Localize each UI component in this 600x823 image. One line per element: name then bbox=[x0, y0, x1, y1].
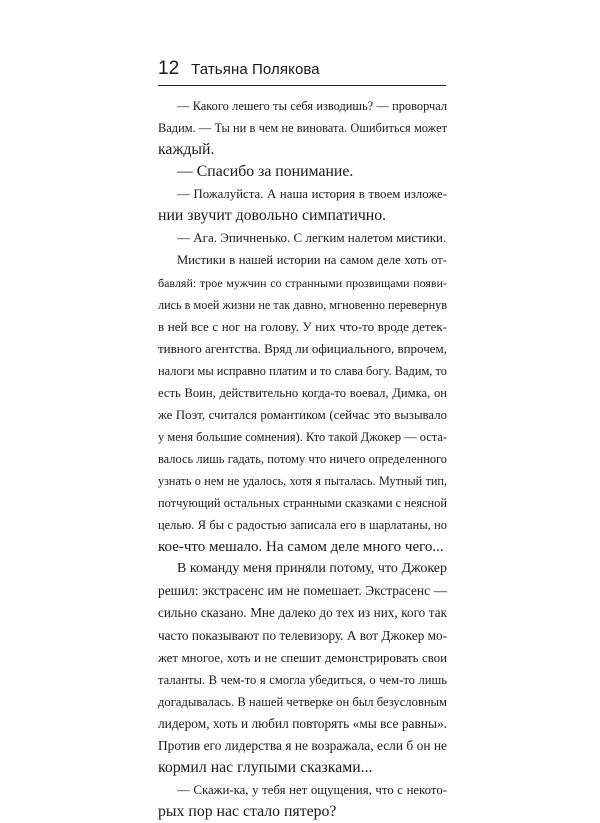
text-line: — Пожалуйста. А наша история в твоем изложе- bbox=[177, 187, 447, 202]
running-head bbox=[158, 58, 448, 84]
text-line: в ней все с ног на голову. У них что-то вроде детек- bbox=[158, 318, 447, 334]
page-number: 12 bbox=[158, 58, 180, 79]
text-line: Вадим. — Ты ни в чем не виновата. Ошибиться может bbox=[158, 121, 447, 136]
text-line: сильно сказано. Мне далеко до тех из них, кого так bbox=[158, 605, 447, 621]
text-line: — Спасибо за понимание. bbox=[177, 163, 354, 181]
text-line: тивного агентства. Вряд ли официального, впрочем, bbox=[158, 340, 447, 356]
text-line: В команду меня приняли потому, что Джокер bbox=[177, 561, 447, 577]
text-line: таланты. В чем-то я смогла убедиться, о чем-то лишь bbox=[158, 672, 447, 687]
text-line: кое-что мешало. На самом деле много чего... bbox=[158, 539, 444, 556]
text-line: потчующий остальных странными сказками с неясной bbox=[158, 496, 447, 511]
text-line: налоги мы исправно платим и то слава богу. Вадим, то bbox=[158, 363, 447, 378]
text-line: догадывалась. В нашей четверке он был безусловным bbox=[158, 694, 447, 709]
text-line: у меня большие сомнения). Кто такой Джокер — оста- bbox=[158, 429, 447, 444]
text-line: валось лишь гадать, потому что ничего определенного bbox=[158, 452, 447, 466]
text-line: Против его лидерства я не возражала, если б он не bbox=[158, 737, 447, 753]
text-line: жет многое, хоть и не спешит демонстрировать свои bbox=[158, 650, 447, 665]
text-line: часто показывают по телевизору. А вот Джокер мо- bbox=[158, 627, 447, 643]
text-line: нии звучит довольно симпатично. bbox=[158, 207, 387, 225]
text-line: кормил нас глупыми сказками... bbox=[158, 758, 373, 776]
text-line: целью. Я бы с радостью записала его в шарлатаны, но bbox=[158, 518, 447, 533]
text-line: — Скажи-ка, у тебя нет ощущения, что с некото- bbox=[177, 782, 447, 797]
text-line: Мистики в нашей истории на самом деле хоть от- bbox=[177, 253, 447, 268]
text-line: же Поэт, считался романтиком (сейчас это вызывало bbox=[158, 407, 447, 422]
text-line: лись в моей жизни не так давно, мгновенно перевернув bbox=[158, 297, 447, 312]
running-title: Татьяна Полякова bbox=[191, 61, 320, 78]
header-rule bbox=[158, 85, 446, 86]
text-line: решил: экстрасенс им не помешает. Экстрасенс — bbox=[158, 583, 447, 599]
text-line: — Ага. Эпичненько. С легким налетом мистики. bbox=[177, 230, 447, 246]
text-line: лидером, хоть и любил повторять «мы все равны». bbox=[158, 715, 447, 731]
text-line: — Какого лешего ты себя изводишь? — проворчал bbox=[177, 99, 447, 113]
text-line: рых пор нас стало пятеро? bbox=[158, 803, 337, 820]
text-line: каждый. bbox=[158, 141, 215, 159]
body-text bbox=[158, 95, 447, 823]
text-line: бавляй: трое мужчин со странными прозвищами появи- bbox=[158, 275, 447, 290]
text-line: есть Воин, действительно когда-то воевал, Димка, он bbox=[158, 385, 447, 400]
text-line: узнать о нем не удалось, хотя я пыталась. Мутный тип, bbox=[158, 474, 447, 489]
